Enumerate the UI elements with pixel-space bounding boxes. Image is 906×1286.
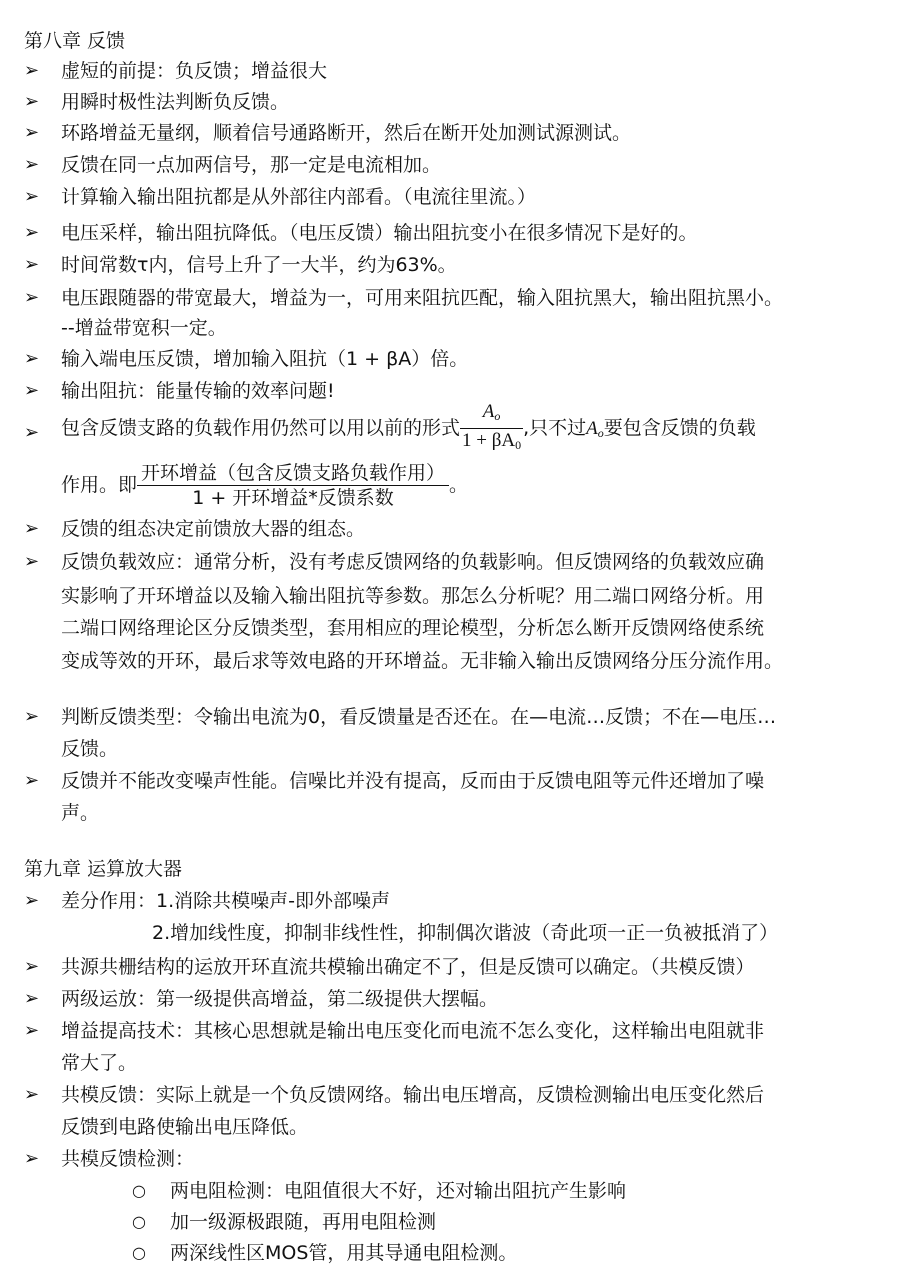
list-item: 电压采样，输出阻抗降低。（电压反馈）输出阻抗变小在很多情况下是好的。 — [61, 222, 698, 244]
circle-bullet-icon: ○ — [132, 1181, 146, 1200]
bullet-arrow-icon: ➢ — [24, 122, 40, 143]
chapter9-title: 第九章 运算放大器 — [24, 858, 183, 880]
list-item: 共源共栅结构的运放开环直流共模输出确定不了，但是反馈可以确定。（共模反馈） — [61, 956, 755, 978]
bullet-arrow-icon: ➢ — [24, 956, 40, 977]
bullet-arrow-icon: ➢ — [24, 422, 40, 443]
list-item: 两级运放：第一级提供高增益，第二级提供大摆幅。 — [61, 988, 499, 1010]
bullet-arrow-icon: ➢ — [24, 222, 40, 243]
formula-prefix: 包含反馈支路的负载作用仍然可以用以前的形式 — [61, 417, 461, 439]
bullet-arrow-icon: ➢ — [24, 890, 40, 911]
fraction-open-loop-gain: $\frac{\text{开环增益（包含反馈支路负载作用）}}{\text{1 + 开环增益*反馈系数}}$ — [137, 461, 449, 510]
list-item-continuation: 反馈。 — [61, 738, 119, 760]
list-item: 反馈在同一点加两信号，那一定是电流相加。 — [61, 154, 442, 176]
bullet-arrow-icon: ➢ — [24, 706, 40, 727]
bullet-arrow-icon: ➢ — [24, 254, 40, 275]
circle-bullet-icon: ○ — [132, 1243, 146, 1262]
bullet-arrow-icon: ➢ — [24, 1020, 40, 1041]
chapter8-title: 第八章 反馈 — [24, 30, 126, 52]
bullet-arrow-icon: ➢ — [24, 518, 40, 539]
list-item: 判断反馈类型：令输出电流为0，看反馈量是否还在。在—电流…反馈；不在—电压… — [61, 706, 777, 728]
list-item: 环路增益无量纲，顺着信号通路断开，然后在断开处加测试源测试。 — [61, 122, 632, 144]
list-item: 电压跟随器的带宽最大，增益为一，可用来阻抗匹配，输入阻抗黑大，输出阻抗黑小。 — [61, 287, 784, 309]
list-item: 反馈并不能改变噪声性能。信噪比并没有提高，反而由于反馈电阻等元件还增加了噪 — [61, 770, 765, 792]
bullet-arrow-icon: ➢ — [24, 154, 40, 175]
list-item: 反馈的组态决定前馈放大器的组态。 — [61, 518, 366, 540]
bullet-arrow-icon: ➢ — [24, 60, 40, 81]
list-item: 共模反馈：实际上就是一个负反馈网络。输出电压增高，反馈检测输出电压变化然后 — [61, 1084, 765, 1106]
list-item: 用瞬时极性法判断负反馈。 — [61, 91, 290, 113]
bullet-arrow-icon: ➢ — [24, 186, 40, 207]
list-item-continuation: 反馈到电路使输出电压降低。 — [61, 1116, 309, 1138]
list-item-continuation: 2.增加线性度，抑制非线性性，抑制偶次谐波（奇此项一正一负被抵消了） — [152, 922, 779, 944]
list-item-continuation: --增益带宽积一定。 — [61, 317, 227, 339]
bullet-arrow-icon: ➢ — [24, 988, 40, 1009]
list-item-continuation: 声。 — [61, 802, 100, 824]
list-item-formula-line2: 作用。即 $\frac{\text{开环增益（包含反馈支路负载作用）}}{\text{1 + 开环增益*反馈系数}}$ 。 — [61, 462, 469, 509]
list-item-continuation: 实影响了开环增益以及输入输出阻抗等参数。那怎么分析呢？用二端口网络分析。用 — [61, 585, 765, 607]
list-item-continuation: 变成等效的开环，最后求等效电路的开环增益。无非输入输出反馈网络分压分流作用。 — [61, 650, 784, 672]
bullet-arrow-icon: ➢ — [24, 287, 40, 308]
bullet-arrow-icon: ➢ — [24, 380, 40, 401]
list-item: 输入端电压反馈，增加输入阻抗（1 + βA）倍。 — [61, 348, 469, 370]
fraction-closed-loop-gain: $\frac{A_o}{1 + \beta A_0}$ — [462, 401, 522, 452]
list-item-formula: 包含反馈支路的负载作用仍然可以用以前的形式 $\frac{A_o}{1 + \beta A_0}$ ,只不过$A_o$要包含反馈的负载 — [61, 400, 756, 460]
list-item: 时间常数τ内，信号上升了一大半，约为63%。 — [61, 254, 457, 276]
list-item: 输出阻抗：能量传输的效率问题! — [61, 380, 335, 402]
list-item: 增益提高技术：其核心思想就是输出电压变化而电流不怎么变化，这样输出电阻就非 — [61, 1020, 765, 1042]
formula-middle: ,只不过 — [523, 417, 587, 439]
bullet-arrow-icon: ➢ — [24, 551, 40, 572]
bullet-arrow-icon: ➢ — [24, 1148, 40, 1169]
list-item: 差分作用：1.消除共模噪声-即外部噪声 — [61, 890, 390, 912]
bullet-arrow-icon: ➢ — [24, 348, 40, 369]
list-item: 反馈负载效应：通常分析，没有考虑反馈网络的负载影响。但反馈网络的负载效应确 — [61, 551, 765, 573]
circle-bullet-icon: ○ — [132, 1212, 146, 1231]
sub-list-item: 两深线性区MOS管，用其导通电阻检测。 — [170, 1242, 518, 1264]
formula-suffix: 要包含反馈的负载 — [603, 417, 756, 439]
bullet-arrow-icon: ➢ — [24, 1084, 40, 1105]
sub-list-item: 两电阻检测：电阻值很大不好，还对输出阻抗产生影响 — [170, 1180, 627, 1202]
list-item-continuation: 常大了。 — [61, 1052, 138, 1074]
list-item: 虚短的前提：负反馈；增益很大 — [61, 60, 328, 82]
list-item-continuation: 二端口网络理论区分反馈类型，套用相应的理论模型，分析怎么断开反馈网络使系统 — [61, 617, 765, 639]
list-item: 计算输入输出阻抗都是从外部往内部看。（电流往里流。） — [61, 186, 537, 208]
bullet-arrow-icon: ➢ — [24, 91, 40, 112]
sub-list-item: 加一级源极跟随，再用电阻检测 — [170, 1211, 437, 1233]
list-item: 共模反馈检测： — [61, 1148, 195, 1170]
bullet-arrow-icon: ➢ — [24, 770, 40, 791]
